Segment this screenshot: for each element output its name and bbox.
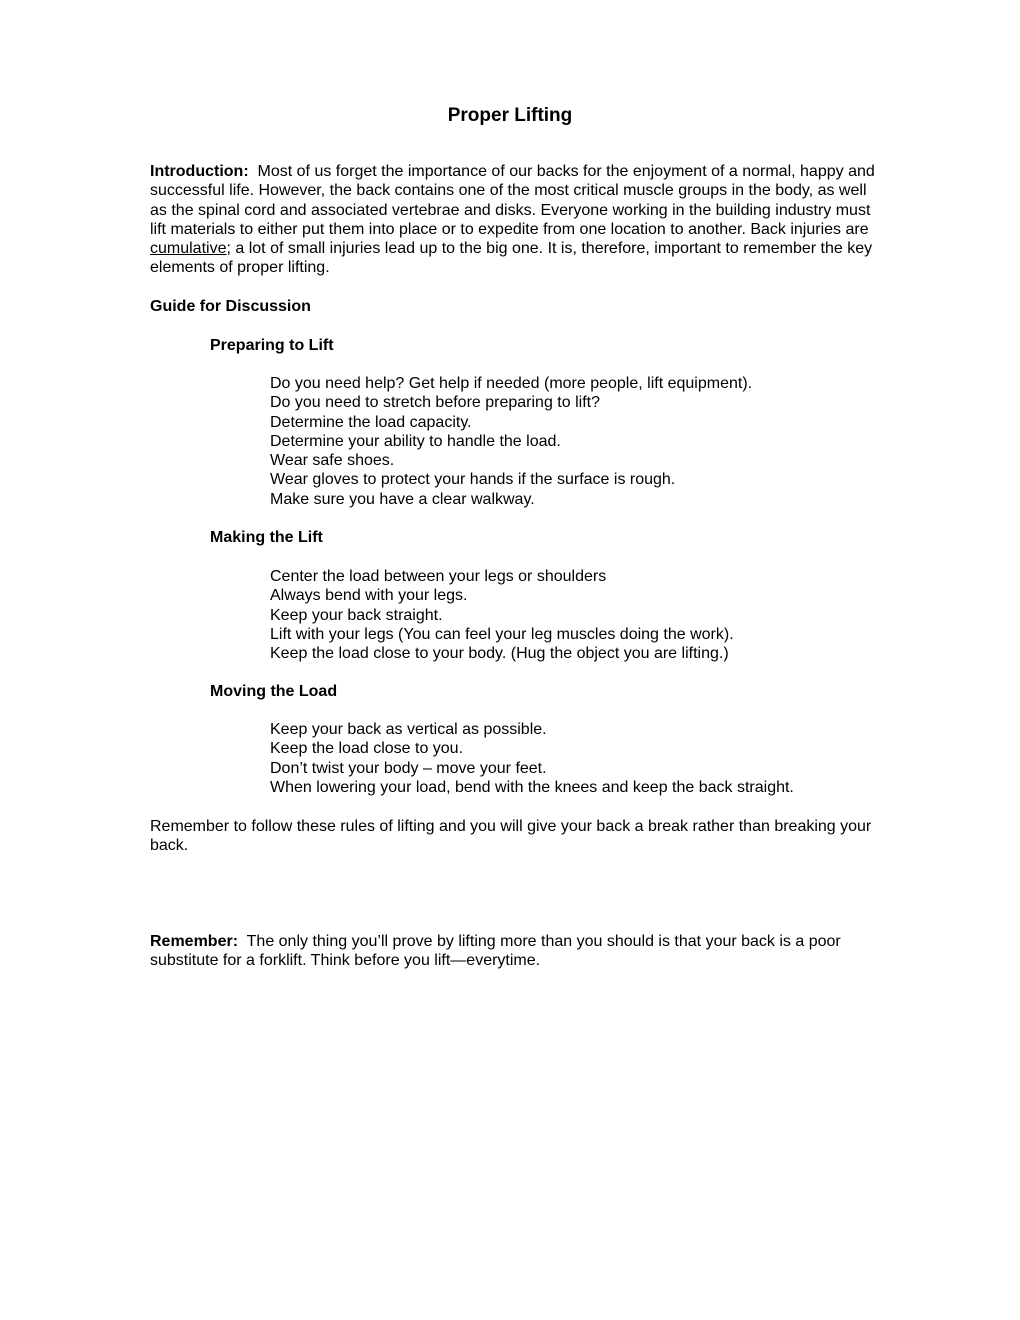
list-item: Do you need to stretch before preparing to lift? xyxy=(270,394,600,412)
closing-paragraph: Remember to follow these rules of lifting and you will give your back a break rather than breaking your back. xyxy=(150,818,872,855)
page-title: Proper Lifting xyxy=(447,105,573,126)
remember-paragraph xyxy=(150,932,880,971)
list-item: Always bend with your legs. xyxy=(270,587,468,605)
list-item: Keep the load close to your body. (Hug the object you are lifting.) xyxy=(270,645,729,663)
list-item: Lift with your legs (You can feel your leg muscles doing the work). xyxy=(270,625,734,643)
list-item: Do you need help? Get help if needed (more people, lift equipment). xyxy=(270,375,753,392)
introduction-paragraph xyxy=(150,162,880,278)
section-heading-preparing: Preparing to Lift xyxy=(210,337,334,354)
list-item: Wear gloves to protect your hands if the surface is rough. xyxy=(270,471,676,489)
list-item: Don’t twist your body – move your feet. xyxy=(270,759,547,777)
making-list xyxy=(270,567,734,663)
introduction-underlined-word: cumulative xyxy=(150,240,227,258)
list-item: Wear safe shoes. xyxy=(270,452,395,470)
list-item: Center the load between your legs or shoulders xyxy=(270,568,607,585)
list-item: When lowering your load, bend with the knees and keep the back straight. xyxy=(270,778,794,796)
introduction-text-before: Most of us forget the importance of our backs for the enjoyment of a normal, happy and successful life. However, the back contains one of the most critical muscle groups in the body, as well as the spinal cord and associated vertebrae and disks. Everyone working in the building industry must lift materials to either put them into place or to expedite from one location to another. Back injuries are xyxy=(150,163,875,238)
introduction-label: Introduction: xyxy=(150,163,249,180)
list-item: Make sure you have a clear walkway. xyxy=(270,490,535,508)
list-item: Keep your back as vertical as possible. xyxy=(270,721,547,738)
moving-list xyxy=(270,720,794,797)
list-item: Determine your ability to handle the load. xyxy=(270,432,561,450)
preparing-list xyxy=(270,374,752,509)
introduction-text-after: ; a lot of small injuries lead up to the big one. It is, therefore, important to remember the key elements of proper lifting. xyxy=(150,240,873,277)
section-heading-moving: Moving the Load xyxy=(210,683,338,700)
guide-heading: Guide for Discussion xyxy=(150,298,311,315)
remember-text: The only thing you’ll prove by lifting more than you should is that your back is a poor substitute for a forklift. Think before you lift—everytime. xyxy=(150,933,841,970)
section-heading-making: Making the Lift xyxy=(210,529,323,546)
remember-label: Remember: xyxy=(150,933,239,950)
list-item: Keep the load close to you. xyxy=(270,740,464,758)
list-item: Keep your back straight. xyxy=(270,606,443,624)
list-item: Determine the load capacity. xyxy=(270,413,472,431)
